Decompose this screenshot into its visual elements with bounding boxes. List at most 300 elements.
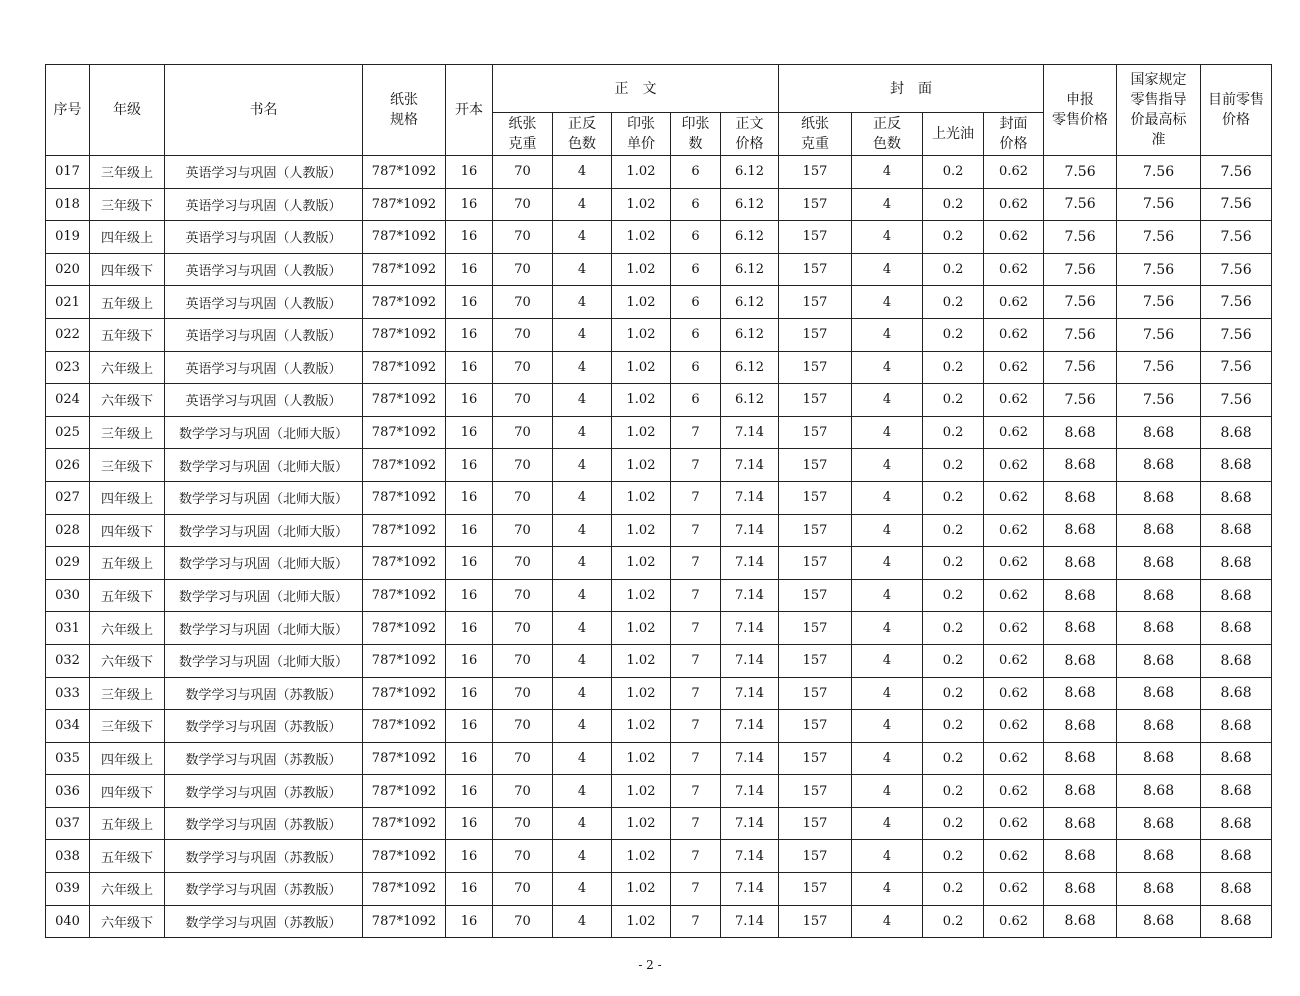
cell-current-price: 8.68 (1201, 677, 1272, 710)
cell-current-price: 8.68 (1201, 547, 1272, 580)
cell-cover-price: 0.62 (984, 351, 1044, 384)
cell-paper-size: 787*1092 (363, 188, 446, 221)
header-body-weight: 纸张 克重 (493, 113, 553, 156)
cell-body-price: 6.12 (721, 318, 779, 351)
cell-cover-price: 0.62 (984, 677, 1044, 710)
cell-cover-weight: 157 (779, 840, 852, 873)
cell-body-sheets: 7 (671, 644, 721, 677)
cell-paper-size: 787*1092 (363, 253, 446, 286)
cell-body-colors: 4 (553, 612, 612, 645)
header-cover-varnish: 上光油 (923, 113, 984, 156)
cell-index: 036 (46, 775, 90, 808)
cell-body-price: 7.14 (721, 677, 779, 710)
header-body-sheets: 印张 数 (671, 113, 721, 156)
cell-body-sheets: 7 (671, 579, 721, 612)
table-row (46, 156, 1272, 189)
cell-declared-price: 8.68 (1044, 547, 1117, 580)
cell-paper-size: 787*1092 (363, 579, 446, 612)
cell-declared-price: 8.68 (1044, 775, 1117, 808)
cell-title: 数学学习与巩固（北师大版） (165, 547, 363, 580)
cell-cover-weight: 157 (779, 253, 852, 286)
cell-national-max-price: 8.68 (1117, 840, 1201, 873)
cell-index: 037 (46, 807, 90, 840)
cell-declared-price: 8.68 (1044, 514, 1117, 547)
cell-body-unit-price: 1.02 (612, 905, 671, 938)
cell-cover-price: 0.62 (984, 318, 1044, 351)
cell-grade: 四年级上 (90, 742, 165, 775)
cell-paper-size: 787*1092 (363, 612, 446, 645)
cell-title: 英语学习与巩固（人教版） (165, 156, 363, 189)
cell-grade: 五年级上 (90, 286, 165, 319)
table-row (46, 742, 1272, 775)
cell-body-weight: 70 (493, 481, 553, 514)
cell-cover-colors: 4 (852, 547, 923, 580)
cell-format: 16 (446, 547, 493, 580)
cell-body-unit-price: 1.02 (612, 873, 671, 906)
cell-body-colors: 4 (553, 318, 612, 351)
cell-body-sheets: 6 (671, 384, 721, 417)
cell-cover-varnish: 0.2 (923, 644, 984, 677)
header-body-unit-price: 印张 单价 (612, 113, 671, 156)
cell-cover-colors: 4 (852, 416, 923, 449)
cell-body-price: 6.12 (721, 221, 779, 254)
cell-national-max-price: 7.56 (1117, 384, 1201, 417)
cell-body-price: 7.14 (721, 579, 779, 612)
cell-cover-colors: 4 (852, 449, 923, 482)
cell-grade: 五年级下 (90, 579, 165, 612)
cell-current-price: 8.68 (1201, 449, 1272, 482)
cell-cover-weight: 157 (779, 188, 852, 221)
table-row (46, 188, 1272, 221)
cell-body-colors: 4 (553, 579, 612, 612)
cell-title: 数学学习与巩固（北师大版） (165, 449, 363, 482)
cell-current-price: 8.68 (1201, 840, 1272, 873)
cell-body-weight: 70 (493, 873, 553, 906)
cell-body-sheets: 7 (671, 807, 721, 840)
header-title: 书名 (165, 65, 363, 156)
cell-body-weight: 70 (493, 449, 553, 482)
cell-declared-price: 8.68 (1044, 840, 1117, 873)
cell-format: 16 (446, 286, 493, 319)
cell-current-price: 7.56 (1201, 253, 1272, 286)
cell-current-price: 8.68 (1201, 612, 1272, 645)
cell-body-colors: 4 (553, 514, 612, 547)
table-row (46, 905, 1272, 938)
cell-body-unit-price: 1.02 (612, 449, 671, 482)
cell-national-max-price: 8.68 (1117, 873, 1201, 906)
cell-body-price: 7.14 (721, 873, 779, 906)
cell-cover-weight: 157 (779, 416, 852, 449)
cell-body-sheets: 7 (671, 481, 721, 514)
header-national-max-price: 国家规定 零售指导 价最高标 准 (1117, 65, 1201, 156)
cell-body-price: 7.14 (721, 514, 779, 547)
cell-declared-price: 8.68 (1044, 481, 1117, 514)
header-body-group: 正 文 (493, 65, 779, 113)
cell-format: 16 (446, 905, 493, 938)
cell-body-unit-price: 1.02 (612, 188, 671, 221)
cell-format: 16 (446, 188, 493, 221)
cell-cover-colors: 4 (852, 156, 923, 189)
cell-body-sheets: 7 (671, 547, 721, 580)
cell-body-price: 6.12 (721, 384, 779, 417)
cell-grade: 三年级下 (90, 710, 165, 743)
table-row (46, 873, 1272, 906)
cell-national-max-price: 8.68 (1117, 416, 1201, 449)
cell-body-unit-price: 1.02 (612, 547, 671, 580)
cell-grade: 三年级上 (90, 416, 165, 449)
cell-body-unit-price: 1.02 (612, 742, 671, 775)
cell-title: 数学学习与巩固（苏教版） (165, 677, 363, 710)
cell-cover-price: 0.62 (984, 775, 1044, 808)
table-row (46, 677, 1272, 710)
cell-cover-weight: 157 (779, 351, 852, 384)
cell-declared-price: 8.68 (1044, 449, 1117, 482)
cell-cover-varnish: 0.2 (923, 351, 984, 384)
cell-body-price: 7.14 (721, 644, 779, 677)
cell-format: 16 (446, 644, 493, 677)
cell-body-unit-price: 1.02 (612, 775, 671, 808)
cell-national-max-price: 8.68 (1117, 514, 1201, 547)
cell-cover-varnish: 0.2 (923, 449, 984, 482)
cell-cover-colors: 4 (852, 481, 923, 514)
cell-current-price: 8.68 (1201, 807, 1272, 840)
header-current-price: 目前零售 价格 (1201, 65, 1272, 156)
cell-paper-size: 787*1092 (363, 156, 446, 189)
cell-body-colors: 4 (553, 677, 612, 710)
cell-index: 026 (46, 449, 90, 482)
cell-title: 数学学习与巩固（北师大版） (165, 481, 363, 514)
cell-cover-price: 0.62 (984, 221, 1044, 254)
cell-cover-price: 0.62 (984, 188, 1044, 221)
table-row (46, 775, 1272, 808)
cell-body-sheets: 6 (671, 286, 721, 319)
cell-grade: 三年级下 (90, 188, 165, 221)
cell-cover-price: 0.62 (984, 547, 1044, 580)
cell-index: 027 (46, 481, 90, 514)
cell-body-colors: 4 (553, 384, 612, 417)
cell-body-colors: 4 (553, 710, 612, 743)
cell-paper-size: 787*1092 (363, 677, 446, 710)
header-cover-group: 封 面 (779, 65, 1044, 113)
cell-title: 英语学习与巩固（人教版） (165, 351, 363, 384)
cell-title: 英语学习与巩固（人教版） (165, 221, 363, 254)
cell-body-sheets: 6 (671, 351, 721, 384)
cell-paper-size: 787*1092 (363, 449, 446, 482)
cell-declared-price: 7.56 (1044, 221, 1117, 254)
header-declared-price: 申报 零售价格 (1044, 65, 1117, 156)
cell-body-unit-price: 1.02 (612, 221, 671, 254)
cell-cover-price: 0.62 (984, 286, 1044, 319)
cell-body-price: 7.14 (721, 710, 779, 743)
cell-body-weight: 70 (493, 416, 553, 449)
cell-cover-colors: 4 (852, 384, 923, 417)
cell-body-colors: 4 (553, 416, 612, 449)
cell-grade: 四年级下 (90, 775, 165, 808)
cell-index: 032 (46, 644, 90, 677)
cell-cover-colors: 4 (852, 318, 923, 351)
cell-cover-colors: 4 (852, 612, 923, 645)
cell-national-max-price: 8.68 (1117, 677, 1201, 710)
cell-cover-colors: 4 (852, 253, 923, 286)
cell-body-weight: 70 (493, 286, 553, 319)
cell-body-unit-price: 1.02 (612, 416, 671, 449)
cell-paper-size: 787*1092 (363, 514, 446, 547)
cell-title: 数学学习与巩固（北师大版） (165, 514, 363, 547)
cell-national-max-price: 7.56 (1117, 286, 1201, 319)
cell-body-sheets: 7 (671, 612, 721, 645)
cell-paper-size: 787*1092 (363, 221, 446, 254)
cell-format: 16 (446, 221, 493, 254)
table-row (46, 384, 1272, 417)
cell-paper-size: 787*1092 (363, 807, 446, 840)
header-body-price: 正文 价格 (721, 113, 779, 156)
cell-title: 数学学习与巩固（苏教版） (165, 905, 363, 938)
cell-body-unit-price: 1.02 (612, 253, 671, 286)
cell-body-unit-price: 1.02 (612, 612, 671, 645)
cell-cover-colors: 4 (852, 677, 923, 710)
cell-body-sheets: 7 (671, 416, 721, 449)
cell-title: 英语学习与巩固（人教版） (165, 318, 363, 351)
cell-index: 029 (46, 547, 90, 580)
cell-national-max-price: 8.68 (1117, 807, 1201, 840)
cell-body-weight: 70 (493, 905, 553, 938)
cell-body-price: 6.12 (721, 156, 779, 189)
cell-current-price: 7.56 (1201, 318, 1272, 351)
cell-body-weight: 70 (493, 221, 553, 254)
cell-index: 040 (46, 905, 90, 938)
table-row (46, 286, 1272, 319)
cell-cover-price: 0.62 (984, 579, 1044, 612)
cell-cover-weight: 157 (779, 710, 852, 743)
cell-body-unit-price: 1.02 (612, 156, 671, 189)
cell-grade: 四年级下 (90, 514, 165, 547)
cell-body-colors: 4 (553, 188, 612, 221)
cell-grade: 六年级上 (90, 351, 165, 384)
cell-cover-colors: 4 (852, 905, 923, 938)
cell-body-sheets: 6 (671, 253, 721, 286)
cell-current-price: 7.56 (1201, 384, 1272, 417)
cell-declared-price: 8.68 (1044, 873, 1117, 906)
cell-current-price: 7.56 (1201, 188, 1272, 221)
cell-format: 16 (446, 612, 493, 645)
cell-index: 024 (46, 384, 90, 417)
cell-cover-weight: 157 (779, 644, 852, 677)
cell-cover-colors: 4 (852, 644, 923, 677)
cell-cover-weight: 157 (779, 514, 852, 547)
cell-body-unit-price: 1.02 (612, 579, 671, 612)
cell-grade: 五年级上 (90, 547, 165, 580)
cell-cover-weight: 157 (779, 612, 852, 645)
cell-paper-size: 787*1092 (363, 384, 446, 417)
cell-declared-price: 7.56 (1044, 188, 1117, 221)
cell-cover-varnish: 0.2 (923, 514, 984, 547)
header-format: 开本 (446, 65, 493, 156)
header-paper-size: 纸张 规格 (363, 65, 446, 156)
cell-format: 16 (446, 840, 493, 873)
cell-cover-price: 0.62 (984, 253, 1044, 286)
cell-body-sheets: 6 (671, 156, 721, 189)
cell-index: 023 (46, 351, 90, 384)
cell-cover-varnish: 0.2 (923, 840, 984, 873)
cell-cover-weight: 157 (779, 221, 852, 254)
cell-cover-price: 0.62 (984, 384, 1044, 417)
cell-cover-weight: 157 (779, 677, 852, 710)
table-row (46, 710, 1272, 743)
cell-format: 16 (446, 742, 493, 775)
table-row (46, 612, 1272, 645)
cell-cover-colors: 4 (852, 840, 923, 873)
cell-body-unit-price: 1.02 (612, 710, 671, 743)
cell-national-max-price: 7.56 (1117, 351, 1201, 384)
cell-cover-colors: 4 (852, 221, 923, 254)
cell-paper-size: 787*1092 (363, 873, 446, 906)
cell-cover-weight: 157 (779, 905, 852, 938)
cell-cover-varnish: 0.2 (923, 775, 984, 808)
cell-body-unit-price: 1.02 (612, 481, 671, 514)
cell-cover-varnish: 0.2 (923, 416, 984, 449)
cell-grade: 六年级下 (90, 644, 165, 677)
cell-format: 16 (446, 449, 493, 482)
cell-cover-varnish: 0.2 (923, 156, 984, 189)
cell-current-price: 7.56 (1201, 286, 1272, 319)
cell-cover-weight: 157 (779, 873, 852, 906)
table-row (46, 579, 1272, 612)
cell-cover-weight: 157 (779, 449, 852, 482)
cell-declared-price: 7.56 (1044, 253, 1117, 286)
cell-index: 031 (46, 612, 90, 645)
cell-cover-varnish: 0.2 (923, 612, 984, 645)
cell-declared-price: 7.56 (1044, 318, 1117, 351)
table-row (46, 449, 1272, 482)
cell-body-weight: 70 (493, 612, 553, 645)
cell-cover-varnish: 0.2 (923, 547, 984, 580)
cell-format: 16 (446, 579, 493, 612)
cell-body-price: 7.14 (721, 481, 779, 514)
table-row (46, 840, 1272, 873)
cell-grade: 三年级下 (90, 449, 165, 482)
cell-cover-price: 0.62 (984, 840, 1044, 873)
cell-current-price: 8.68 (1201, 742, 1272, 775)
cell-grade: 六年级上 (90, 873, 165, 906)
cell-current-price: 8.68 (1201, 710, 1272, 743)
cell-index: 020 (46, 253, 90, 286)
cell-body-weight: 70 (493, 547, 553, 580)
header-cover-price: 封面 价格 (984, 113, 1044, 156)
cell-index: 035 (46, 742, 90, 775)
cell-current-price: 8.68 (1201, 481, 1272, 514)
cell-cover-colors: 4 (852, 873, 923, 906)
table-row (46, 514, 1272, 547)
cell-cover-price: 0.62 (984, 449, 1044, 482)
header-grade: 年级 (90, 65, 165, 156)
cell-grade: 五年级下 (90, 318, 165, 351)
cell-national-max-price: 8.68 (1117, 481, 1201, 514)
cell-declared-price: 8.68 (1044, 416, 1117, 449)
cell-grade: 六年级下 (90, 384, 165, 417)
cell-index: 021 (46, 286, 90, 319)
cell-title: 数学学习与巩固（苏教版） (165, 807, 363, 840)
page-number: - 2 - (638, 958, 662, 972)
cell-grade: 六年级上 (90, 612, 165, 645)
cell-format: 16 (446, 416, 493, 449)
cell-grade: 四年级上 (90, 221, 165, 254)
cell-national-max-price: 8.68 (1117, 612, 1201, 645)
cell-body-price: 7.14 (721, 449, 779, 482)
cell-declared-price: 8.68 (1044, 742, 1117, 775)
cell-cover-weight: 157 (779, 807, 852, 840)
cell-body-colors: 4 (553, 873, 612, 906)
cell-cover-varnish: 0.2 (923, 286, 984, 319)
cell-body-colors: 4 (553, 156, 612, 189)
cell-body-unit-price: 1.02 (612, 286, 671, 319)
cell-paper-size: 787*1092 (363, 547, 446, 580)
table-row (46, 253, 1272, 286)
cell-body-weight: 70 (493, 840, 553, 873)
cell-declared-price: 7.56 (1044, 351, 1117, 384)
cell-body-sheets: 7 (671, 905, 721, 938)
cell-cover-colors: 4 (852, 710, 923, 743)
cell-grade: 六年级下 (90, 905, 165, 938)
cell-cover-price: 0.62 (984, 905, 1044, 938)
cell-title: 数学学习与巩固（北师大版） (165, 416, 363, 449)
cell-cover-varnish: 0.2 (923, 481, 984, 514)
cell-national-max-price: 7.56 (1117, 156, 1201, 189)
cell-national-max-price: 7.56 (1117, 221, 1201, 254)
cell-declared-price: 7.56 (1044, 286, 1117, 319)
cell-format: 16 (446, 384, 493, 417)
cell-title: 数学学习与巩固（苏教版） (165, 710, 363, 743)
cell-grade: 三年级上 (90, 156, 165, 189)
cell-paper-size: 787*1092 (363, 286, 446, 319)
cell-body-weight: 70 (493, 710, 553, 743)
cell-declared-price: 8.68 (1044, 710, 1117, 743)
cell-cover-weight: 157 (779, 481, 852, 514)
cell-cover-colors: 4 (852, 188, 923, 221)
cell-body-weight: 70 (493, 677, 553, 710)
cell-index: 025 (46, 416, 90, 449)
cell-declared-price: 7.56 (1044, 384, 1117, 417)
cell-current-price: 8.68 (1201, 416, 1272, 449)
cell-title: 数学学习与巩固（苏教版） (165, 775, 363, 808)
cell-paper-size: 787*1092 (363, 644, 446, 677)
cell-body-colors: 4 (553, 253, 612, 286)
cell-current-price: 7.56 (1201, 351, 1272, 384)
cell-current-price: 7.56 (1201, 221, 1272, 254)
cell-cover-weight: 157 (779, 286, 852, 319)
cell-cover-price: 0.62 (984, 710, 1044, 743)
cell-cover-price: 0.62 (984, 807, 1044, 840)
cell-body-colors: 4 (553, 840, 612, 873)
cell-declared-price: 8.68 (1044, 579, 1117, 612)
cell-current-price: 8.68 (1201, 905, 1272, 938)
cell-title: 英语学习与巩固（人教版） (165, 253, 363, 286)
cell-grade: 四年级上 (90, 481, 165, 514)
cell-title: 英语学习与巩固（人教版） (165, 286, 363, 319)
cell-title: 数学学习与巩固（苏教版） (165, 840, 363, 873)
table-row (46, 807, 1272, 840)
cell-national-max-price: 8.68 (1117, 579, 1201, 612)
cell-current-price: 8.68 (1201, 873, 1272, 906)
cell-format: 16 (446, 253, 493, 286)
cell-body-colors: 4 (553, 547, 612, 580)
cell-cover-varnish: 0.2 (923, 807, 984, 840)
cell-national-max-price: 8.68 (1117, 775, 1201, 808)
cell-body-sheets: 7 (671, 514, 721, 547)
cell-cover-varnish: 0.2 (923, 188, 984, 221)
header-cover-colors: 正反 色数 (852, 113, 923, 156)
cell-body-colors: 4 (553, 807, 612, 840)
cell-body-colors: 4 (553, 775, 612, 808)
